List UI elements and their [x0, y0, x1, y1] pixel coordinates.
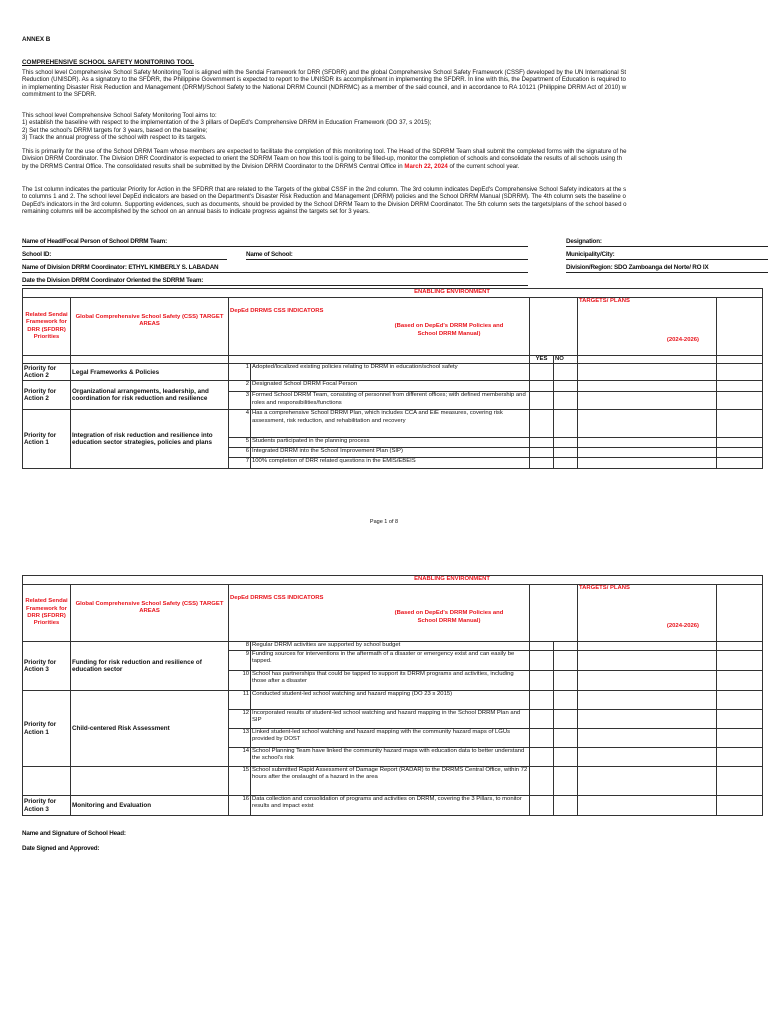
no-cell[interactable]	[554, 710, 578, 729]
indicator-text: Integrated DRRM into the School Improvement Plan (SIP)	[251, 448, 530, 458]
indicator-number: 11	[229, 691, 251, 710]
years-label: (2024-2026)	[666, 623, 699, 630]
targets-cell[interactable]	[578, 438, 717, 448]
header-indicators	[229, 298, 530, 356]
indicator-text: School submitted Rapid Assessment of Damage Report (RADAR) to the DRRMS Central Office, within 72 hours after the onslaught of a hazard in the area	[251, 767, 530, 796]
targets-cell[interactable]	[578, 448, 717, 458]
targets-cell[interactable]	[578, 392, 717, 410]
yes-cell[interactable]	[530, 691, 554, 710]
signature-label: Name and Signature of School Head:	[22, 830, 126, 837]
header-targets	[578, 585, 717, 642]
header-indicators-title: DepEd DRRMS CSS INDICATORS	[230, 595, 324, 601]
extra-cell[interactable]	[717, 448, 763, 458]
yes-cell[interactable]	[530, 767, 554, 796]
division-field[interactable]: Division/Region: SDO Zamboanga del Norte/ RO IX	[566, 263, 768, 273]
indicator-number: 13	[229, 729, 251, 748]
text: by the DRRMS Central Office. The consolidated results shall be submitted by the Division DRRM Coordinator to the DRRMS Central Office in	[22, 162, 405, 170]
targets-label: TARGETS/ PLANS	[579, 585, 630, 591]
table-row	[23, 642, 763, 651]
extra-cell[interactable]	[717, 767, 763, 796]
no-cell[interactable]	[554, 651, 578, 671]
indicator-text: Incorporated results of student-led school watching and hazard mapping in the School DRRM Plan and SIP	[251, 710, 530, 729]
target-area-cell: Integration of risk reduction and resilience into education sector strategies, policies and plans	[71, 410, 229, 469]
extra-cell[interactable]	[717, 438, 763, 448]
header-css-areas: Global Comprehensive School Safety (CSS) TARGET AREAS	[71, 298, 229, 356]
indicator-number: 7	[229, 458, 251, 469]
indicator-text: Adopted/localized existing policies relating to DRRM in education/school safety	[251, 364, 530, 381]
header-baseline	[530, 298, 578, 356]
indicator-number: 9	[229, 651, 251, 671]
indicator-number: 4	[229, 410, 251, 438]
intro-paragraph	[22, 69, 768, 99]
usage-paragraph	[22, 148, 768, 170]
no-cell[interactable]	[554, 729, 578, 748]
no-cell[interactable]	[554, 748, 578, 767]
extra-cell[interactable]	[717, 651, 763, 671]
extra-cell[interactable]	[717, 691, 763, 710]
target-area-cell: Legal Frameworks & Policies	[71, 364, 229, 381]
no-cell[interactable]	[554, 796, 578, 816]
indicator-number: 14	[229, 748, 251, 767]
table-row	[23, 796, 763, 816]
section-header: ENABLING ENVIRONMENT	[23, 576, 763, 585]
yes-cell[interactable]	[530, 651, 554, 671]
paragraph-line: Division DRRM Coordinator. The Division DRR Coordinator is expected to orient the SDRRM Team on how this tool is going to be filled-up, monitor the completion of schools and consolidate the results of all schools using th	[22, 155, 622, 163]
table-row	[23, 767, 763, 796]
priority-cell: Priority for Action 3	[23, 642, 71, 691]
extra-cell[interactable]	[717, 410, 763, 438]
indicator-text: School has partnerships that could be tapped to support its DRRM programs and activities, including those after a disaster	[251, 671, 530, 691]
coordinator-field[interactable]: Name of Division DRRM Coordinator: ETHYL KIMBERLY S. LABADAN	[22, 263, 528, 273]
paragraph-line: remaining columns will be accomplished by the school on an annual basis to indicate progress against the targets set for 3 years.	[22, 208, 370, 216]
extra-cell[interactable]	[717, 796, 763, 816]
extra-cell[interactable]	[717, 710, 763, 729]
priority-cell: Priority for Action 3	[23, 796, 71, 816]
paragraph-line: in implementing Disaster Risk Reduction and Management (DRRM)/School Safety to the National DRRM Council (NDRRMC) as a member of the said council, and in accordance to RA 10121 (Philippine DRRM Act of 2010) w	[22, 83, 627, 91]
target-area-cell	[71, 767, 229, 796]
extra-cell[interactable]	[717, 381, 763, 392]
no-cell[interactable]	[554, 671, 578, 691]
text: of the current school year.	[447, 162, 520, 170]
deadline-date: March 22, 2024	[404, 162, 448, 170]
yes-cell[interactable]	[530, 642, 554, 651]
indicator-text: 100% completion of DRR related questions in the EMIS/EBEIS	[251, 458, 530, 469]
no-cell[interactable]	[554, 438, 578, 448]
school-id-field[interactable]: School ID:	[22, 250, 227, 260]
date-oriented-field[interactable]: Date the Division DRRM Coordinator Oriented the SDRRM Team:	[22, 276, 528, 286]
targets-cell[interactable]	[578, 691, 717, 710]
no-cell[interactable]	[554, 767, 578, 796]
head-field[interactable]: Name of Head/Focal Person of School DRRM Team:	[22, 237, 528, 247]
extra-cell[interactable]	[717, 364, 763, 381]
targets-cell[interactable]	[578, 642, 717, 651]
usage-last-line	[22, 163, 768, 170]
annex-label: ANNEX B	[22, 36, 51, 43]
designation-field[interactable]: Designation:	[566, 237, 768, 247]
yes-cell[interactable]	[530, 796, 554, 816]
table-row	[23, 364, 763, 381]
indicator-text: School Planning Team have linked the community hazard maps with education data to better understand the school's risk	[251, 748, 530, 767]
indicator-number: 10	[229, 671, 251, 691]
indicator-text: Formed School DRRM Team, consisting of personnel from different offices; with defined membership and roles and responsibilities/functions	[251, 392, 530, 410]
columns-paragraph	[22, 186, 768, 216]
indicator-text: Conducted student-led school watching and hazard mapping (DO 23 s 2015)	[251, 691, 530, 710]
header-indicators	[229, 585, 530, 642]
header-sfdrr: Related Sendai Framework for DRR (SFDRR) Priorities	[23, 298, 71, 356]
indicator-number: 15	[229, 767, 251, 796]
targets-cell[interactable]	[578, 410, 717, 438]
priority-cell	[23, 767, 71, 796]
priority-cell: Priority for Action 1	[23, 410, 71, 469]
monitoring-table-2	[22, 575, 763, 816]
no-cell[interactable]	[554, 448, 578, 458]
indicator-number: 2	[229, 381, 251, 392]
years-label: (2024-2026)	[666, 337, 699, 344]
yes-cell[interactable]	[530, 410, 554, 438]
table-row	[23, 691, 763, 710]
extra-cell[interactable]	[717, 642, 763, 651]
target-area-cell: Monitoring and Evaluation	[71, 796, 229, 816]
targets-cell[interactable]	[578, 767, 717, 796]
yes-cell[interactable]	[530, 671, 554, 691]
school-name-field[interactable]: Name of School:	[246, 250, 528, 260]
header-sfdrr: Related Sendai Framework for DRR (SFDRR) Priorities	[23, 585, 71, 642]
indicator-number: 8	[229, 642, 251, 651]
targets-cell[interactable]	[578, 748, 717, 767]
yes-cell[interactable]	[530, 458, 554, 469]
yes-cell[interactable]	[530, 438, 554, 448]
indicator-number: 1	[229, 364, 251, 381]
targets-cell[interactable]	[578, 671, 717, 691]
monitoring-table-1	[22, 288, 763, 469]
header-baseline	[530, 585, 578, 642]
table-row	[23, 381, 763, 392]
extra-cell[interactable]	[717, 748, 763, 767]
targets-cell[interactable]	[578, 364, 717, 381]
targets-cell[interactable]	[578, 710, 717, 729]
indicator-number: 6	[229, 448, 251, 458]
header-extra	[717, 298, 763, 356]
indicator-text: Students participated in the planning process	[251, 438, 530, 448]
paragraph-line: This school level Comprehensive School Safety Monitoring Tool aims to:	[22, 112, 217, 119]
header-indicators-title: DepEd DRRMS CSS INDICATORS	[230, 308, 324, 314]
no-header: NO	[554, 356, 578, 364]
target-area-cell: Organizational arrangements, leadership, and coordination for risk reduction and resilience	[71, 381, 229, 410]
indicator-number: 5	[229, 438, 251, 448]
targets-cell[interactable]	[578, 381, 717, 392]
yes-cell[interactable]	[530, 748, 554, 767]
yes-cell[interactable]	[530, 448, 554, 458]
paragraph-line: 1) establish the baseline with respect to the implementation of the 3 pillars of DepEd's Comprehensive DRRM in Education Framework (DO 37, s 2015);	[22, 119, 432, 127]
header-css-areas: Global Comprehensive School Safety (CSS) TARGET AREAS	[71, 585, 229, 642]
header-indicators-sub: (Based on DepEd's DRRM Policies and School DRRM Manual)	[394, 610, 504, 624]
date-signed-label: Date Signed and Approved:	[22, 845, 100, 852]
paragraph-line: The 1st column indicates the particular Priority for Action in the SFDRR that are related to the Targets of the global CSSF in the 2nd column. The 3rd column indicates DepEd's Comprehensive School Safety indicators at the s	[22, 186, 627, 193]
yes-cell[interactable]	[530, 710, 554, 729]
indicator-text: Linked student-led school watching and hazard mapping with the community hazard maps of LGUs provided by DOST	[251, 729, 530, 748]
paragraph-line: Reduction (UNISDR). As a signatory to the SFDRR, the Philippine Government is expected to report to the UNISDR its accomplishment in implementing the SFDRR. In line with this, the Department of Education is required to	[22, 76, 626, 84]
indicator-text: Regular DRRM activities are supported by school budget	[251, 642, 530, 651]
target-area-cell: Child-centered Risk Assessment	[71, 691, 229, 767]
targets-label: TARGETS/ PLANS	[579, 298, 630, 304]
indicator-number: 3	[229, 392, 251, 410]
extra-cell[interactable]	[717, 671, 763, 691]
header-targets	[578, 298, 717, 356]
yes-header: YES	[530, 356, 554, 364]
table-row	[23, 410, 763, 438]
paragraph-line: commitment to the SFDRR.	[22, 91, 97, 99]
targets-cell[interactable]	[578, 651, 717, 671]
paragraph-line: to columns 1 and 2. The school level DepEd indicators are based on the Department's Disaster Risk Reduction and Management (DRRM) policies and the School DRRM Manual (SDRRM). The 4th column sets the baseline o	[22, 193, 626, 201]
document-title: COMPREHENSIVE SCHOOL SAFETY MONITORING TOOL	[22, 59, 195, 66]
paragraph-line: DepEd's indicators in the 3rd column. Supporting evidences, such as documents, should be provided by the School DRRM Team to the Division DRRM Coordinator. The 5th column sets the targets/plans of the school based o	[22, 200, 627, 208]
header-indicators-sub: (Based on DepEd's DRRM Policies and School DRRM Manual)	[394, 323, 504, 337]
yes-cell[interactable]	[530, 392, 554, 410]
section-header: ENABLING ENVIRONMENT	[23, 289, 763, 298]
paragraph-line: This is primarily for the use of the School DRRM Team whose members are expected to facilitate the completion of this monitoring tool. The Head of the SDRRM Team shall submit the completed forms with the signature of he	[22, 148, 627, 155]
no-cell[interactable]	[554, 364, 578, 381]
priority-cell: Priority for Action 1	[23, 691, 71, 767]
no-cell[interactable]	[554, 381, 578, 392]
yes-cell[interactable]	[530, 729, 554, 748]
municipality-field[interactable]: Municipality/City:	[566, 250, 768, 260]
extra-cell[interactable]	[717, 392, 763, 410]
target-area-cell: Funding for risk reduction and resilience of education sector	[71, 642, 229, 691]
extra-cell[interactable]	[717, 729, 763, 748]
indicator-number: 16	[229, 796, 251, 816]
indicator-text: Funding sources for interventions in the aftermath of a disaster or emergency exist and can easily be tapped.	[251, 651, 530, 671]
paragraph-line: 3) Track the annual progress of the school with respect to its targets.	[22, 134, 207, 142]
indicator-text: Designated School DRRM Focal Person	[251, 381, 530, 392]
indicator-text: Has a comprehensive School DRRM Plan, which includes CCA and EiE measures, covering risk assessment, risk reduction, and rehabilitation and recovery	[251, 410, 530, 438]
no-cell[interactable]	[554, 392, 578, 410]
no-cell[interactable]	[554, 691, 578, 710]
extra-cell[interactable]	[717, 458, 763, 469]
targets-cell[interactable]	[578, 729, 717, 748]
aims-paragraph	[22, 112, 768, 142]
indicator-number: 12	[229, 710, 251, 729]
yes-cell[interactable]	[530, 364, 554, 381]
targets-cell[interactable]	[578, 458, 717, 469]
priority-cell: Priority for Action 2	[23, 381, 71, 410]
yes-cell[interactable]	[530, 381, 554, 392]
page-number: Page 1 of 8	[369, 519, 399, 525]
no-cell[interactable]	[554, 642, 578, 651]
paragraph-line: This school level Comprehensive School Safety Monitoring Tool is aligned with the Sendai Framework for DRR (SFDRR) and the global Comprehensive School Safety Framework (CSSF) developed by the UN International St	[22, 69, 627, 76]
priority-cell: Priority for Action 2	[23, 364, 71, 381]
paragraph-line: 2) Set the school's DRRM targets for 3 years, based on the baseline;	[22, 126, 208, 134]
no-cell[interactable]	[554, 410, 578, 438]
no-cell[interactable]	[554, 458, 578, 469]
targets-cell[interactable]	[578, 796, 717, 816]
header-extra	[717, 585, 763, 642]
indicator-text: Data collection and consolidation of programs and activities on DRRM, covering the 3 Pillars, to monitor results and impact exist	[251, 796, 530, 816]
